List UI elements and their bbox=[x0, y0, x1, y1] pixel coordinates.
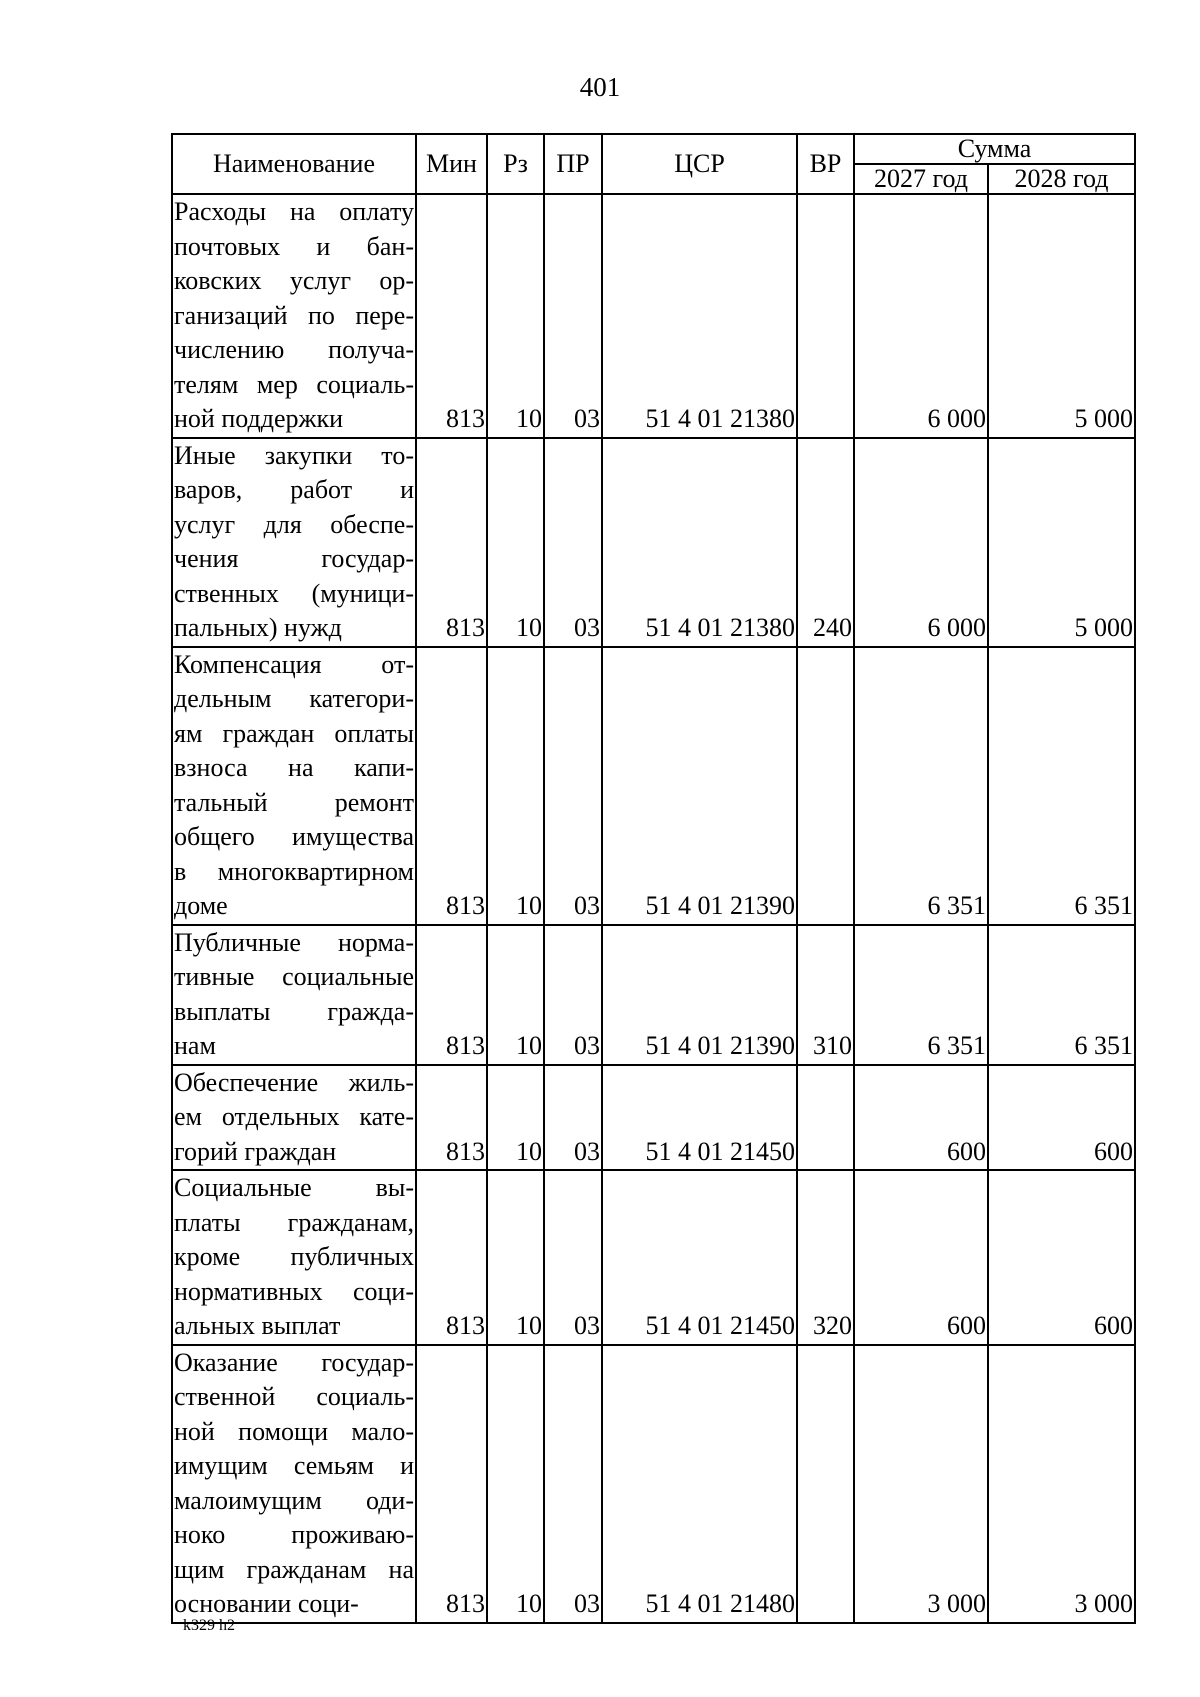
cell-2028: 5 000 bbox=[988, 438, 1135, 647]
cell-rz: 10 bbox=[487, 1065, 544, 1171]
cell-2027: 6 000 bbox=[854, 194, 988, 438]
cell-pr: 03 bbox=[544, 1065, 602, 1171]
table-row bbox=[172, 438, 1135, 647]
cell-rz: 10 bbox=[487, 647, 544, 925]
header-csr: ЦСР bbox=[602, 134, 797, 194]
cell-2028: 6 351 bbox=[988, 925, 1135, 1065]
header-rz: Рз bbox=[487, 134, 544, 194]
name-line: имущим семьям и bbox=[174, 1451, 414, 1480]
name-line: почтовых и бан- bbox=[174, 231, 414, 261]
cell-name bbox=[172, 647, 416, 925]
name-line: ственной социаль- bbox=[174, 1382, 414, 1411]
cell-rz: 10 bbox=[487, 1345, 544, 1623]
name-line: ем отдельных кате- bbox=[174, 1102, 414, 1131]
name-line: варов, работ и bbox=[174, 475, 414, 504]
name-line: Публичные норма- bbox=[174, 927, 414, 957]
cell-rz: 10 bbox=[487, 438, 544, 647]
cell-vr bbox=[797, 647, 854, 925]
cell-2028: 5 000 bbox=[988, 194, 1135, 438]
table-row bbox=[172, 1170, 1135, 1345]
cell-2027: 6 351 bbox=[854, 647, 988, 925]
cell-min: 813 bbox=[416, 1170, 487, 1345]
page-number: 401 bbox=[579, 72, 621, 102]
name-line: доме bbox=[174, 891, 228, 920]
cell-csr: 51 4 01 21380 bbox=[602, 194, 797, 438]
name-line: кроме публичных bbox=[174, 1242, 414, 1271]
name-line: ковских услуг ор- bbox=[174, 266, 414, 295]
cell-vr bbox=[797, 1065, 854, 1171]
name-line: дельным категори- bbox=[174, 684, 414, 713]
table-row bbox=[172, 925, 1135, 1065]
cell-vr: 320 bbox=[797, 1170, 854, 1345]
name-line: малоимущим оди- bbox=[174, 1485, 414, 1515]
name-line: Расходы на оплату bbox=[174, 197, 414, 226]
cell-vr bbox=[797, 1345, 854, 1623]
cell-min: 813 bbox=[416, 1345, 487, 1623]
name-line: телям мер социаль- bbox=[174, 369, 414, 399]
cell-csr: 51 4 01 21480 bbox=[602, 1345, 797, 1623]
cell-pr: 03 bbox=[544, 194, 602, 438]
cell-2028: 6 351 bbox=[988, 647, 1135, 925]
name-line: нормативных соци- bbox=[174, 1276, 414, 1306]
budget-table bbox=[171, 133, 1136, 1624]
cell-2028: 600 bbox=[988, 1170, 1135, 1345]
cell-csr: 51 4 01 21390 bbox=[602, 647, 797, 925]
name-line: ственных (муници- bbox=[174, 578, 414, 608]
header-min: Мин bbox=[416, 134, 487, 194]
cell-name bbox=[172, 438, 416, 647]
cell-csr: 51 4 01 21450 bbox=[602, 1170, 797, 1345]
footer-code: k329 h2 bbox=[183, 1617, 235, 1634]
cell-csr: 51 4 01 21450 bbox=[602, 1065, 797, 1171]
name-line: основании соци- bbox=[174, 1589, 359, 1618]
header-sum: Сумма bbox=[854, 134, 1135, 164]
cell-name bbox=[172, 925, 416, 1065]
table-row bbox=[172, 1345, 1135, 1623]
cell-vr bbox=[797, 194, 854, 438]
cell-rz: 10 bbox=[487, 925, 544, 1065]
cell-min: 813 bbox=[416, 647, 487, 925]
header-name: Наименование bbox=[172, 134, 416, 194]
name-line: ганизаций по пере- bbox=[174, 300, 414, 330]
cell-2027: 6 000 bbox=[854, 438, 988, 647]
cell-vr: 240 bbox=[797, 438, 854, 647]
name-line: щим гражданам на bbox=[174, 1554, 414, 1584]
name-line: услуг для обеспе- bbox=[174, 509, 414, 539]
cell-vr: 310 bbox=[797, 925, 854, 1065]
table-row bbox=[172, 194, 1135, 438]
name-line: общего имущества bbox=[174, 822, 414, 851]
table-row bbox=[172, 1065, 1135, 1171]
name-line: пальных) нужд bbox=[174, 613, 342, 642]
cell-csr: 51 4 01 21390 bbox=[602, 925, 797, 1065]
cell-rz: 10 bbox=[487, 1170, 544, 1345]
name-line: Обеспечение жиль- bbox=[174, 1067, 414, 1097]
cell-name bbox=[172, 1345, 416, 1623]
cell-pr: 03 bbox=[544, 647, 602, 925]
name-line: выплаты гражда- bbox=[174, 996, 414, 1026]
name-line: ноко проживаю- bbox=[174, 1520, 414, 1549]
name-line: нам bbox=[174, 1031, 216, 1060]
cell-min: 813 bbox=[416, 194, 487, 438]
cell-pr: 03 bbox=[544, 1170, 602, 1345]
name-line: числению получа- bbox=[174, 335, 414, 364]
name-line: ной поддержки bbox=[174, 404, 343, 433]
name-line: горий граждан bbox=[174, 1136, 337, 1166]
cell-pr: 03 bbox=[544, 1345, 602, 1623]
name-line: платы гражданам, bbox=[174, 1207, 414, 1237]
cell-min: 813 bbox=[416, 438, 487, 647]
cell-2027: 3 000 bbox=[854, 1345, 988, 1623]
name-line: тальный ремонт bbox=[174, 787, 414, 817]
name-line: взноса на капи- bbox=[174, 753, 414, 782]
name-line: Оказание государ- bbox=[174, 1347, 414, 1377]
cell-name bbox=[172, 1170, 416, 1345]
name-line: альных выплат bbox=[174, 1311, 341, 1340]
name-line: ной помощи мало- bbox=[174, 1416, 414, 1446]
table-body bbox=[172, 194, 1135, 1623]
name-line: Социальные вы- bbox=[174, 1173, 414, 1202]
name-line: в многоквартирном bbox=[174, 856, 414, 886]
cell-csr: 51 4 01 21380 bbox=[602, 438, 797, 647]
name-line: Компенсация от- bbox=[174, 649, 414, 679]
cell-name bbox=[172, 194, 416, 438]
cell-2028: 600 bbox=[988, 1065, 1135, 1171]
cell-2027: 600 bbox=[854, 1170, 988, 1345]
table-header bbox=[172, 134, 1135, 194]
cell-pr: 03 bbox=[544, 925, 602, 1065]
table-row bbox=[172, 647, 1135, 925]
cell-2027: 6 351 bbox=[854, 925, 988, 1065]
cell-min: 813 bbox=[416, 1065, 487, 1171]
name-line: ям граждан оплаты bbox=[174, 718, 414, 748]
cell-pr: 03 bbox=[544, 438, 602, 647]
cell-rz: 10 bbox=[487, 194, 544, 438]
header-vr: ВР bbox=[797, 134, 854, 194]
header-pr: ПР bbox=[544, 134, 602, 194]
name-line: чения государ- bbox=[174, 544, 414, 573]
cell-name bbox=[172, 1065, 416, 1171]
cell-min: 813 bbox=[416, 925, 487, 1065]
name-line: тивные социальные bbox=[174, 962, 414, 991]
header-year-2027: 2027 год bbox=[854, 164, 988, 194]
cell-2027: 600 bbox=[854, 1065, 988, 1171]
name-line: Иные закупки то- bbox=[174, 440, 414, 470]
cell-2028: 3 000 bbox=[988, 1345, 1135, 1623]
header-year-2028: 2028 год bbox=[988, 164, 1135, 194]
